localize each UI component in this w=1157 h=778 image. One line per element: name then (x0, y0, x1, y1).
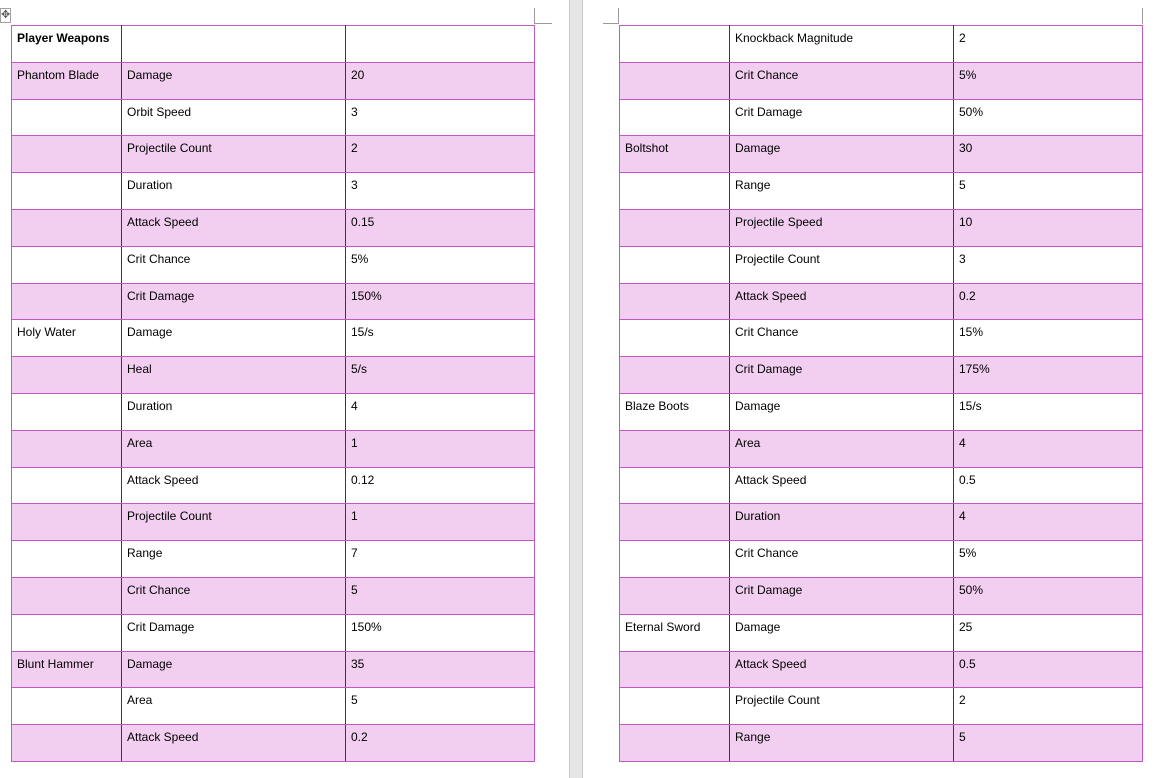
stat-name-cell[interactable]: Projectile Count (730, 246, 954, 283)
table-row (620, 136, 1143, 173)
table-row (12, 430, 535, 467)
table-row (12, 725, 535, 762)
weapon-name-cell[interactable] (620, 725, 730, 762)
weapon-name-cell[interactable] (620, 651, 730, 688)
stat-value-cell[interactable]: 5 (954, 173, 1143, 210)
stat-value-cell[interactable]: 150% (346, 283, 535, 320)
stat-value-cell[interactable]: 5 (346, 688, 535, 725)
stat-value-cell[interactable]: 15/s (346, 320, 535, 357)
stat-name-cell[interactable]: Heal (122, 357, 346, 394)
weapon-name-cell[interactable] (12, 173, 122, 210)
stat-value-cell[interactable]: 5% (954, 62, 1143, 99)
table-row (620, 541, 1143, 578)
weapon-name-cell[interactable] (620, 577, 730, 614)
weapon-name-cell[interactable] (620, 99, 730, 136)
stat-value-cell[interactable]: 5 (954, 725, 1143, 762)
stat-name-cell[interactable]: Crit Chance (730, 62, 954, 99)
table-move-handle-icon[interactable]: ✥ (1, 9, 11, 21)
stat-name-cell[interactable]: Crit Damage (730, 577, 954, 614)
stat-name-cell[interactable]: Knockback Magnitude (730, 26, 954, 63)
page-gap (569, 0, 583, 778)
table-row (620, 393, 1143, 430)
stat-name-cell[interactable]: Crit Chance (730, 541, 954, 578)
stat-value-cell[interactable]: 0.15 (346, 209, 535, 246)
stat-value-cell[interactable]: 1 (346, 430, 535, 467)
stat-name-cell[interactable]: Duration (122, 393, 346, 430)
stat-value-cell[interactable]: 2 (954, 688, 1143, 725)
table-row (620, 209, 1143, 246)
stat-name-cell[interactable]: Orbit Speed (122, 99, 346, 136)
stat-name-cell[interactable]: Attack Speed (122, 209, 346, 246)
table-row (12, 320, 535, 357)
stat-name-cell[interactable]: Attack Speed (730, 283, 954, 320)
stat-value-cell[interactable]: 15% (954, 320, 1143, 357)
table-row (12, 467, 535, 504)
stat-name-cell[interactable]: Attack Speed (122, 467, 346, 504)
stat-value-cell[interactable]: 15/s (954, 393, 1143, 430)
stat-name-cell[interactable]: Damage (730, 614, 954, 651)
crop-mark (1142, 8, 1143, 24)
weapon-name-cell[interactable] (12, 246, 122, 283)
stat-name-cell[interactable]: Attack Speed (730, 651, 954, 688)
table-row (12, 62, 535, 99)
weapon-name-cell[interactable]: Eternal Sword (620, 614, 730, 651)
weapon-name-cell[interactable] (12, 688, 122, 725)
table-row (620, 688, 1143, 725)
stat-name-cell[interactable]: Crit Chance (122, 246, 346, 283)
table-cell-empty[interactable] (122, 26, 346, 63)
stat-value-cell[interactable]: 0.2 (954, 283, 1143, 320)
stat-name-cell[interactable]: Damage (122, 651, 346, 688)
stat-value-cell[interactable]: 25 (954, 614, 1143, 651)
weapon-name-cell[interactable] (12, 467, 122, 504)
weapon-name-cell[interactable] (12, 725, 122, 762)
weapon-name-cell[interactable] (12, 541, 122, 578)
stat-name-cell[interactable]: Projectile Speed (730, 209, 954, 246)
table-row (12, 99, 535, 136)
stat-value-cell[interactable]: 0.12 (346, 467, 535, 504)
weapon-name-cell[interactable] (12, 430, 122, 467)
table-row (12, 136, 535, 173)
weapon-name-cell[interactable] (620, 209, 730, 246)
table-row (620, 504, 1143, 541)
weapon-name-cell[interactable] (620, 357, 730, 394)
stat-value-cell[interactable]: 3 (346, 99, 535, 136)
table-row (12, 541, 535, 578)
weapon-name-cell[interactable] (12, 136, 122, 173)
weapon-name-cell[interactable] (620, 541, 730, 578)
weapon-name-cell[interactable]: Boltshot (620, 136, 730, 173)
table-header-cell[interactable]: Player Weapons (12, 26, 122, 63)
stat-value-cell[interactable]: 1 (346, 504, 535, 541)
table-row (620, 651, 1143, 688)
stat-value-cell[interactable]: 0.2 (346, 725, 535, 762)
table-row (620, 26, 1143, 63)
table-row (12, 651, 535, 688)
table-row (620, 467, 1143, 504)
stat-value-cell[interactable]: 150% (346, 614, 535, 651)
weapon-name-cell[interactable] (12, 357, 122, 394)
stat-name-cell[interactable]: Crit Damage (730, 357, 954, 394)
table-row (620, 283, 1143, 320)
weapon-name-cell[interactable] (620, 430, 730, 467)
crop-mark (618, 8, 619, 24)
weapon-name-cell[interactable] (12, 209, 122, 246)
table-row (620, 246, 1143, 283)
weapon-name-cell[interactable]: Blunt Hammer (12, 651, 122, 688)
stat-value-cell[interactable]: 4 (346, 393, 535, 430)
stat-value-cell[interactable]: 10 (954, 209, 1143, 246)
weapon-name-cell[interactable] (12, 577, 122, 614)
crop-mark (603, 23, 619, 24)
stat-name-cell[interactable]: Projectile Count (122, 504, 346, 541)
stat-value-cell[interactable]: 20 (346, 62, 535, 99)
weapon-name-cell[interactable] (620, 173, 730, 210)
stat-name-cell[interactable]: Area (122, 430, 346, 467)
table-header-row (12, 26, 535, 63)
weapon-name-cell[interactable] (12, 283, 122, 320)
weapons-table-left (11, 25, 535, 762)
weapon-name-cell[interactable]: Blaze Boots (620, 393, 730, 430)
weapon-name-cell[interactable] (620, 26, 730, 63)
stat-value-cell[interactable]: 2 (346, 136, 535, 173)
stat-name-cell[interactable]: Duration (122, 173, 346, 210)
stat-value-cell[interactable]: 2 (954, 26, 1143, 63)
weapon-name-cell[interactable] (12, 99, 122, 136)
table-row (620, 173, 1143, 210)
table-row (620, 725, 1143, 762)
stat-name-cell[interactable]: Range (122, 541, 346, 578)
stat-value-cell[interactable]: 0.5 (954, 651, 1143, 688)
stat-name-cell[interactable]: Crit Chance (122, 577, 346, 614)
stat-value-cell[interactable]: 5% (346, 246, 535, 283)
stat-value-cell[interactable]: 3 (346, 173, 535, 210)
table-row (620, 614, 1143, 651)
table-cell-empty[interactable] (346, 26, 535, 63)
table-row (12, 357, 535, 394)
weapon-name-cell[interactable] (620, 246, 730, 283)
stat-value-cell[interactable]: 50% (954, 577, 1143, 614)
weapon-name-cell[interactable] (620, 283, 730, 320)
table-row (620, 357, 1143, 394)
stat-name-cell[interactable]: Attack Speed (122, 725, 346, 762)
weapon-name-cell[interactable] (620, 467, 730, 504)
table-row (620, 320, 1143, 357)
stat-name-cell[interactable]: Projectile Count (122, 136, 346, 173)
stat-value-cell[interactable]: 4 (954, 504, 1143, 541)
weapon-name-cell[interactable] (620, 62, 730, 99)
weapons-table-right (619, 25, 1143, 762)
stat-name-cell[interactable]: Area (122, 688, 346, 725)
table-row (12, 614, 535, 651)
stat-value-cell[interactable]: 5/s (346, 357, 535, 394)
weapon-name-cell[interactable] (12, 504, 122, 541)
stat-name-cell[interactable]: Crit Damage (730, 99, 954, 136)
stat-name-cell[interactable]: Damage (730, 393, 954, 430)
table-row (620, 577, 1143, 614)
stat-value-cell[interactable]: 50% (954, 99, 1143, 136)
stat-value-cell[interactable]: 0.5 (954, 467, 1143, 504)
weapon-name-cell[interactable] (12, 393, 122, 430)
table-row (12, 688, 535, 725)
table-row (620, 99, 1143, 136)
stat-value-cell[interactable]: 7 (346, 541, 535, 578)
stat-name-cell[interactable]: Area (730, 430, 954, 467)
stat-name-cell[interactable]: Damage (122, 320, 346, 357)
stat-name-cell[interactable]: Attack Speed (730, 467, 954, 504)
table-row (12, 393, 535, 430)
crop-mark (534, 8, 535, 24)
stat-value-cell[interactable]: 5 (346, 577, 535, 614)
stat-name-cell[interactable]: Crit Damage (122, 614, 346, 651)
table-row (12, 504, 535, 541)
table-row (12, 283, 535, 320)
stat-name-cell[interactable]: Duration (730, 504, 954, 541)
table-row (620, 62, 1143, 99)
stat-name-cell[interactable]: Projectile Count (730, 688, 954, 725)
stat-value-cell[interactable]: 5% (954, 541, 1143, 578)
weapon-name-cell[interactable] (12, 614, 122, 651)
table-row (12, 577, 535, 614)
stat-value-cell[interactable]: 4 (954, 430, 1143, 467)
table-row (12, 173, 535, 210)
weapon-name-cell[interactable]: Holy Water (12, 320, 122, 357)
document-page-left (0, 0, 569, 778)
weapon-name-cell[interactable] (620, 688, 730, 725)
weapon-name-cell[interactable] (620, 320, 730, 357)
stat-name-cell[interactable]: Crit Chance (730, 320, 954, 357)
stat-name-cell[interactable]: Damage (730, 136, 954, 173)
document-page-right (583, 0, 1157, 778)
stat-name-cell[interactable]: Range (730, 725, 954, 762)
stat-value-cell[interactable]: 30 (954, 136, 1143, 173)
weapon-name-cell[interactable] (620, 504, 730, 541)
stat-value-cell[interactable]: 3 (954, 246, 1143, 283)
weapon-name-cell[interactable]: Phantom Blade (12, 62, 122, 99)
stat-name-cell[interactable]: Range (730, 173, 954, 210)
stat-value-cell[interactable]: 35 (346, 651, 535, 688)
table-row (12, 246, 535, 283)
stat-name-cell[interactable]: Damage (122, 62, 346, 99)
table-row (620, 430, 1143, 467)
stat-name-cell[interactable]: Crit Damage (122, 283, 346, 320)
table-row (12, 209, 535, 246)
crop-mark (535, 23, 552, 24)
stat-value-cell[interactable]: 175% (954, 357, 1143, 394)
